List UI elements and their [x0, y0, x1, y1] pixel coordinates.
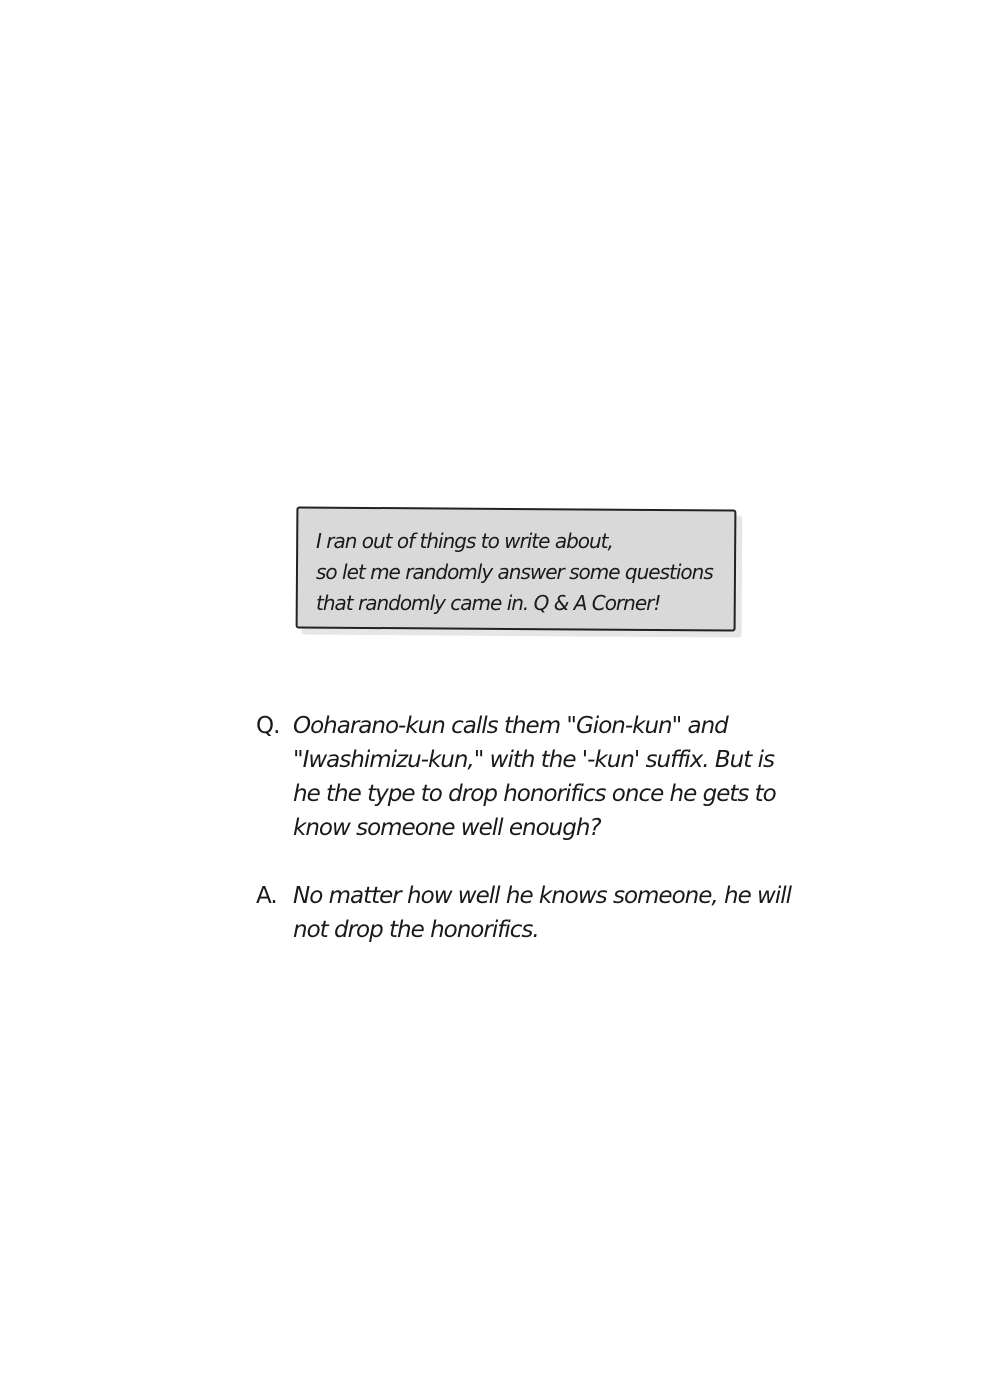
intro-caption-text	[316, 526, 713, 619]
intro-line: I ran out of things to write about,	[316, 529, 613, 553]
answer-line: not drop the honorifics.	[293, 917, 539, 943]
answer-line: No matter how well he knows someone, he will	[293, 883, 792, 909]
question-line: Ooharano-kun calls them "Gion-kun" and	[293, 713, 728, 739]
answer-block	[256, 879, 791, 947]
intro-line: so let me randomly answer some questions	[316, 560, 713, 584]
question-line: "Iwashimizu-kun," with the '-kun' suffix. But is	[293, 747, 774, 773]
question-line: know someone well enough?	[293, 815, 601, 841]
question-line: he the type to drop honorifics once he gets to	[293, 781, 776, 807]
intro-line: that randomly came in. Q & A Corner!	[316, 591, 661, 615]
question-block	[256, 709, 776, 845]
question-label: Q.	[256, 713, 280, 739]
answer-label: A.	[256, 883, 277, 909]
